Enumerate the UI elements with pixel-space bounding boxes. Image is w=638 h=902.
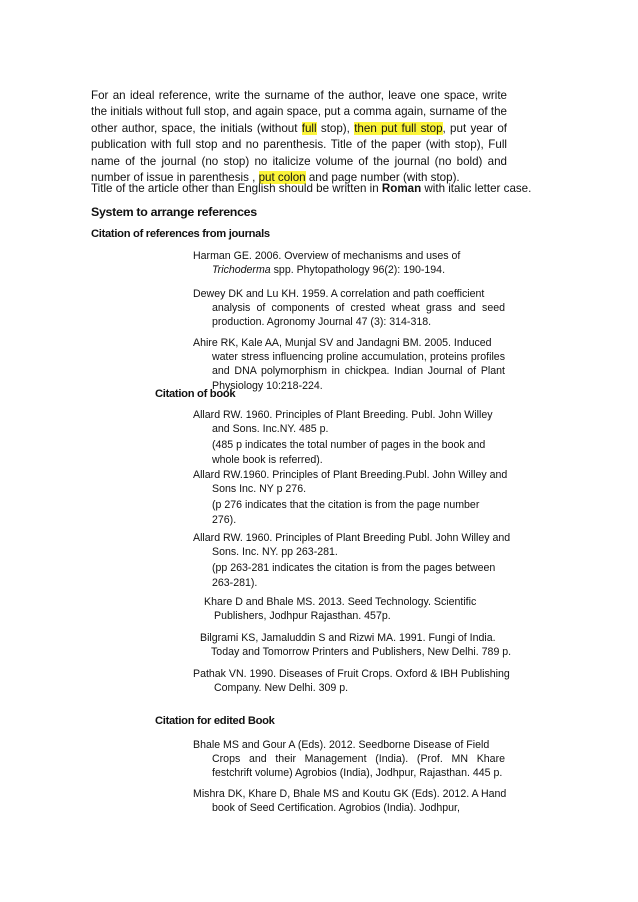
- ref-line: Allard RW. 1960. Principles of Plant Breeding. Publ. John Willey: [193, 409, 493, 421]
- ref-rest: and Sons. Inc.NY. 485 p.: [212, 423, 329, 436]
- ref-line: Bilgrami KS, Jamaluddin S and Rizwi MA. 1991. Fungi of India.: [200, 632, 496, 644]
- journal-ref-3: [193, 336, 505, 393]
- ref-line: Dewey DK and Lu KH. 1959. A correlation and path coefficient: [193, 288, 485, 300]
- ref-rest: Crops and their Management (India). (Prof. MN Khare festchrift volume) Agrobios (India), Jodhpur, Rajasthan. 445 p.: [212, 753, 505, 780]
- ref-italic-genus: Trichoderma: [212, 264, 271, 277]
- highlight-then-put-full-stop: then put full stop: [354, 121, 443, 135]
- intro-text-2: stop),: [316, 121, 355, 135]
- heading-journals: Citation of references from journals: [91, 228, 270, 240]
- book-ref-1: [193, 408, 505, 467]
- journal-ref-1: [193, 249, 505, 277]
- book-ref-5: [200, 631, 512, 659]
- intro-paragraph: [91, 88, 507, 186]
- ref-rest: Sons Inc. NY p 276.: [212, 483, 307, 496]
- ref-rest: water stress influencing proline accumulation, proteins profiles and DNA polymorphism in chickpea. Indian Journal of Plant Physiology 10:218-224.: [212, 351, 505, 392]
- ref-note: (485 p indicates the total number of pages in the book and whole book is referred).: [212, 439, 486, 466]
- ref-rest: Today and Tomorrow Printers and Publishers, New Delhi. 789 p.: [211, 646, 512, 659]
- ref-line: Ahire RK, Kale AA, Munjal SV and Jandagni BM. 2005. Induced: [193, 337, 492, 349]
- heading-edited: Citation for edited Book: [155, 715, 275, 727]
- ref-rest: analysis of components of crested wheat grass and seed production. Agronomy Journal 47 (3): 314-318.: [212, 302, 505, 329]
- roman-word: Roman: [381, 182, 422, 195]
- ref-rest: [193, 263, 505, 277]
- edited-ref-1: [193, 738, 505, 781]
- book-ref-6: [193, 667, 510, 695]
- highlight-put-colon: put colon: [258, 171, 306, 185]
- journal-ref-2: [193, 287, 505, 330]
- edited-ref-2: [193, 787, 505, 815]
- highlight-full: full: [301, 121, 317, 135]
- ref-rest: Publishers, Jodhpur Rajasthan. 457p.: [214, 610, 391, 623]
- ref-note: (p 276 indicates that the citation is from the page number 276).: [212, 499, 480, 526]
- ref-rest: book of Seed Certification. Agrobios (India). Jodhpur,: [212, 802, 460, 815]
- intro-text-4: and page number (with stop).: [305, 171, 460, 185]
- book-ref-4: [204, 595, 504, 623]
- ref-line: Bhale MS and Gour A (Eds). 2012. Seedborne Disease of Field: [193, 739, 490, 751]
- heading-book: Citation of book: [155, 388, 236, 400]
- ref-note: (pp 263-281 indicates the citation is from the pages between 263-281).: [212, 562, 496, 589]
- heading-system: System to arrange references: [91, 205, 257, 219]
- ref-rest: Company. New Delhi. 309 p.: [214, 682, 349, 695]
- intro-text-1: For an ideal reference, write the surname of the author, leave one space, write the initials without full stop, and again space, put a comma again, surname of the other author, space, the initials (without: [91, 89, 507, 135]
- ref-line: Allard RW.1960. Principles of Plant Breeding.Publ. John Willey and: [193, 469, 508, 481]
- book-ref-3: [193, 531, 511, 590]
- ref-line: Allard RW. 1960. Principles of Plant Breeding Publ. John Willey and: [193, 532, 511, 544]
- ref-line: Khare D and Bhale MS. 2013. Seed Technology. Scientific: [204, 596, 477, 608]
- ref-line: Mishra DK, Khare D, Bhale MS and Koutu GK (Eds). 2012. A Hand: [193, 788, 507, 800]
- intro-text-3: , put year of publication with full stop and no parenthesis. Title of the paper (with stop), Full name of the journal (no stop) no italicize volume of the journal (no bold) and number of issue in parenthesis ,: [91, 121, 507, 185]
- roman-paragraph: [91, 181, 551, 197]
- ref-rest: Sons. Inc. NY. pp 263-281.: [212, 546, 338, 559]
- book-ref-2: [193, 468, 508, 527]
- roman-text-2: with italic letter case.: [421, 182, 532, 195]
- roman-text-1: Title of the article other than English should be written in: [91, 182, 382, 195]
- ref-rest-text: spp. Phytopathology 96(2): 190-194.: [270, 264, 446, 277]
- ref-line: Pathak VN. 1990. Diseases of Fruit Crops. Oxford & IBH Publishing: [193, 668, 510, 680]
- ref-line: Harman GE. 2006. Overview of mechanisms and uses of: [193, 250, 461, 262]
